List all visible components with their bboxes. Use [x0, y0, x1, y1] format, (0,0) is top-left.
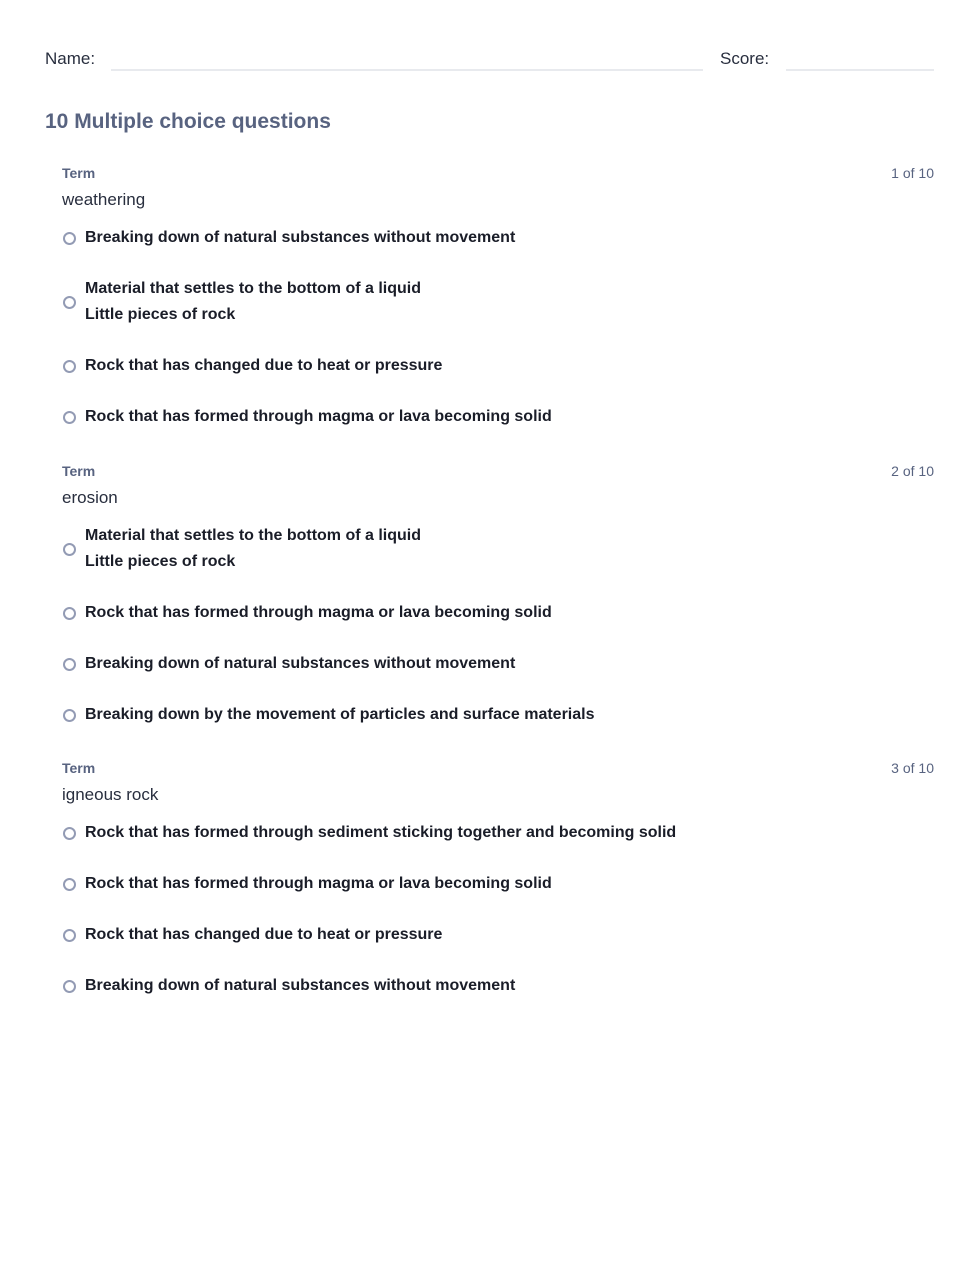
answer-option[interactable]	[62, 820, 934, 846]
answer-option-line: Rock that has formed through magma or lava becoming solid	[85, 408, 552, 425]
answer-option[interactable]	[62, 353, 934, 379]
answer-option-line: Material that settles to the bottom of a liquid	[85, 280, 422, 297]
answer-options	[62, 225, 934, 430]
name-line[interactable]	[111, 69, 703, 71]
answer-option-text	[85, 702, 594, 728]
answer-option-text	[85, 404, 552, 430]
radio-button-icon[interactable]	[63, 232, 76, 245]
answer-option-line: Rock that has formed through magma or lava becoming solid	[85, 875, 552, 892]
answer-option-line: Rock that has formed through magma or lava becoming solid	[85, 604, 552, 621]
radio-button-icon[interactable]	[63, 658, 76, 671]
question-1	[62, 164, 934, 455]
term-label: Term	[62, 165, 96, 181]
term-label: Term	[62, 463, 96, 479]
score-line[interactable]	[786, 69, 934, 71]
answer-option-text	[85, 353, 442, 379]
answer-option-text	[85, 225, 515, 251]
term-text: weathering	[62, 190, 146, 209]
question-counter: 3 of 10	[891, 760, 934, 776]
answer-option[interactable]	[62, 225, 934, 251]
radio-button-icon[interactable]	[63, 360, 76, 373]
answer-option-line: Rock that has changed due to heat or pressure	[85, 357, 443, 374]
worksheet-header	[45, 48, 934, 72]
answer-option-line: Little pieces of rock	[85, 306, 236, 323]
answer-option-line: Little pieces of rock	[85, 553, 236, 570]
answer-option[interactable]	[62, 600, 934, 626]
radio-button-icon[interactable]	[63, 296, 76, 309]
term-text: erosion	[62, 488, 118, 507]
answer-option-text	[85, 820, 676, 846]
answer-option-line: Breaking down of natural substances without movement	[85, 229, 516, 246]
score-label: Score:	[720, 49, 770, 68]
answer-option-line: Breaking down of natural substances without movement	[85, 977, 516, 994]
answer-option-text	[85, 973, 515, 999]
radio-button-icon[interactable]	[63, 827, 76, 840]
question-header	[62, 462, 934, 486]
answer-option[interactable]	[62, 702, 934, 728]
question-2	[62, 462, 934, 753]
answer-options	[62, 820, 934, 999]
radio-button-icon[interactable]	[63, 709, 76, 722]
radio-button-icon[interactable]	[63, 543, 76, 556]
term-label: Term	[62, 760, 96, 776]
question-counter: 1 of 10	[891, 165, 934, 181]
answer-option-text	[85, 276, 421, 328]
section-title: 10 Multiple choice questions	[45, 110, 331, 133]
answer-option-text	[85, 871, 552, 897]
answer-option[interactable]	[62, 651, 934, 677]
radio-button-icon[interactable]	[63, 411, 76, 424]
question-header	[62, 164, 934, 188]
question-3	[62, 759, 934, 1024]
radio-button-icon[interactable]	[63, 929, 76, 942]
answer-option-line: Rock that has formed through sediment sticking together and becoming solid	[85, 824, 677, 841]
answer-option-text	[85, 922, 442, 948]
answer-option-line: Material that settles to the bottom of a liquid	[85, 527, 422, 544]
answer-option-text	[85, 600, 552, 626]
answer-option-text	[85, 523, 421, 575]
answer-option[interactable]	[62, 404, 934, 430]
answer-option[interactable]	[62, 276, 934, 328]
radio-button-icon[interactable]	[63, 607, 76, 620]
answer-option-line: Rock that has changed due to heat or pressure	[85, 926, 443, 943]
answer-option-line: Breaking down of natural substances without movement	[85, 655, 516, 672]
term-text: igneous rock	[62, 785, 159, 804]
question-counter: 2 of 10	[891, 463, 934, 479]
answer-option-text	[85, 651, 515, 677]
answer-option[interactable]	[62, 523, 934, 575]
answer-option-line: Breaking down by the movement of particles and surface materials	[85, 706, 595, 723]
answer-option[interactable]	[62, 973, 934, 999]
answer-option[interactable]	[62, 922, 934, 948]
radio-button-icon[interactable]	[63, 878, 76, 891]
name-label: Name:	[45, 49, 96, 68]
answer-options	[62, 523, 934, 728]
question-header	[62, 759, 934, 783]
radio-button-icon[interactable]	[63, 980, 76, 993]
answer-option[interactable]	[62, 871, 934, 897]
